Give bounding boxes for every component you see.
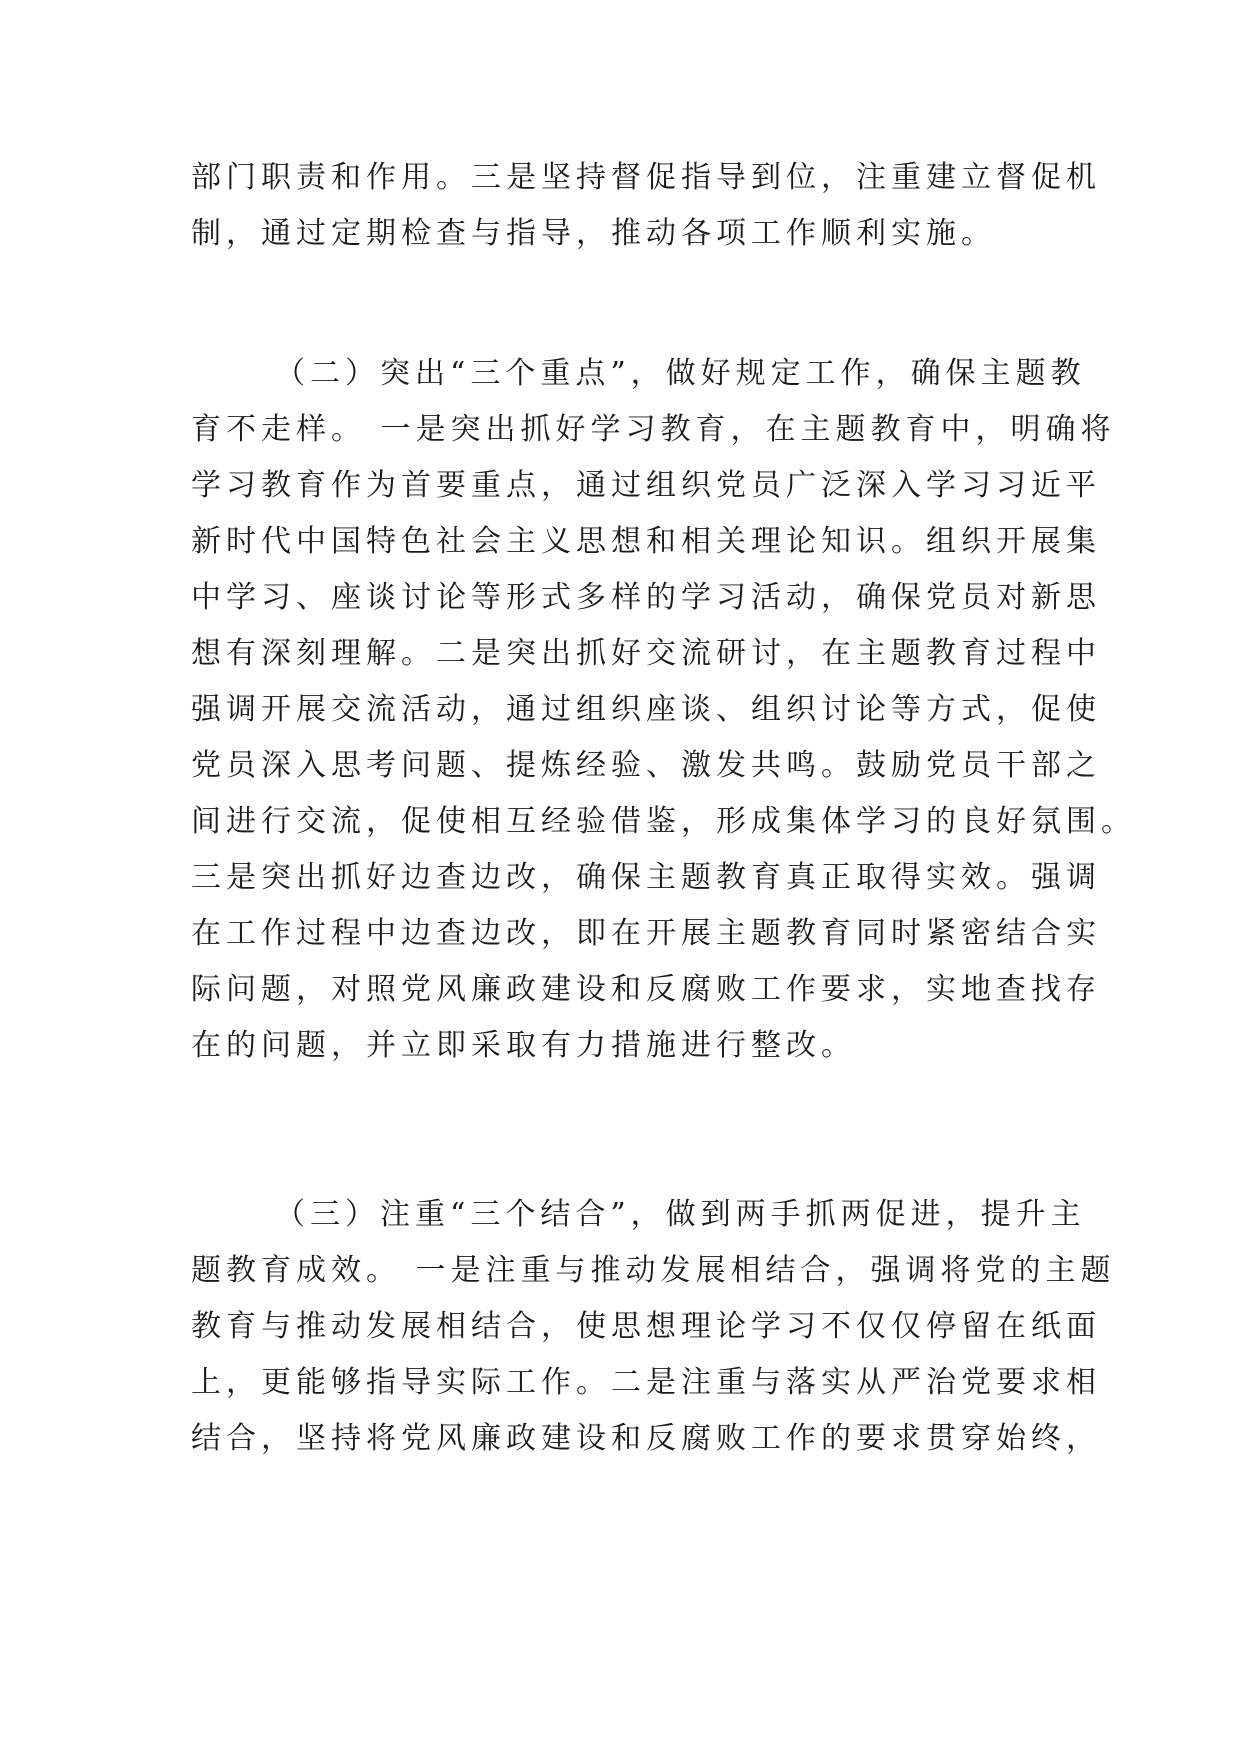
text-line: 间进行交流，促使相互经验借鉴，形成集体学习的良好氛围。	[191, 804, 1136, 839]
text-line: 在工作过程中边查边改，即在开展主题教育同时紧密结合实	[191, 916, 1101, 951]
text-line: 三是突出抓好边查边改，确保主题教育真正取得实效。强调	[191, 860, 1101, 895]
paragraph-section-two	[191, 346, 1136, 1074]
text-line: 强调开展交流活动，通过组织座谈、组织讨论等方式，促使	[191, 692, 1101, 727]
text-line: 学习教育作为首要重点，通过组织党员广泛深入学习习近平	[191, 468, 1101, 503]
text-line: 在的问题，并立即采取有力措施进行整改。	[191, 1028, 856, 1063]
text-line: 题教育成效。 一是注重与推动发展相结合，强调将党的主题	[191, 1253, 1116, 1288]
text-line: 上，更能够指导实际工作。二是注重与落实从严治党要求相	[191, 1365, 1101, 1400]
text-line: 制，通过定期检查与指导，推动各项工作顺利实施。	[191, 216, 996, 251]
text-line: 新时代中国特色社会主义思想和相关理论知识。组织开展集	[191, 524, 1101, 559]
section-heading-line: （二）突出“三个重点”，做好规定工作，确保主题教	[275, 356, 1086, 391]
text-line: 部门职责和作用。三是坚持督促指导到位，注重建立督促机	[191, 160, 1101, 195]
text-line: 想有深刻理解。二是突出抓好交流研讨，在主题教育过程中	[191, 636, 1101, 671]
text-line: 结合，坚持将党风廉政建设和反腐败工作的要求贯穿始终，	[191, 1421, 1101, 1456]
text-line: 教育与推动发展相结合，使思想理论学习不仅仅停留在纸面	[191, 1309, 1101, 1344]
text-line: 育不走样。 一是突出抓好学习教育，在主题教育中，明确将	[191, 412, 1116, 447]
text-line: 中学习、座谈讨论等形式多样的学习活动，确保党员对新思	[191, 580, 1101, 615]
paragraph-section-three	[191, 1187, 1116, 1467]
section-heading-line: （三）注重“三个结合”，做到两手抓两促进，提升主	[275, 1197, 1086, 1232]
text-line: 际问题，对照党风廉政建设和反腐败工作要求，实地查找存	[191, 972, 1101, 1007]
paragraph-continuation	[191, 150, 1101, 262]
text-line: 党员深入思考问题、提炼经验、激发共鸣。鼓励党员干部之	[191, 748, 1101, 783]
